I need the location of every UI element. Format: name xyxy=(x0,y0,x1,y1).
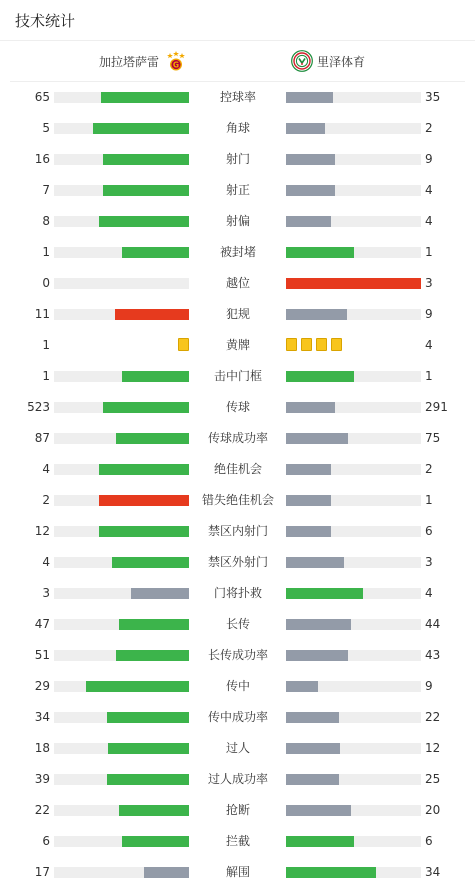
home-bar-track xyxy=(54,774,189,785)
away-bar-fill xyxy=(286,557,344,568)
stat-label: 越位 xyxy=(225,276,250,290)
away-value: 35 xyxy=(425,90,441,104)
away-value: 34 xyxy=(425,865,441,879)
home-bar-fill xyxy=(103,154,189,165)
away-value: 43 xyxy=(425,648,441,662)
stat-label: 射偏 xyxy=(225,214,250,228)
away-bar-fill xyxy=(286,681,318,692)
away-value: 1 xyxy=(425,493,433,507)
home-value: 4 xyxy=(42,462,50,476)
away-bar-fill xyxy=(286,433,348,444)
home-bar-track xyxy=(54,557,189,568)
home-bar-fill xyxy=(107,712,189,723)
away-bar-fill xyxy=(286,588,363,599)
home-bar-track xyxy=(54,588,189,599)
home-bar-fill xyxy=(103,185,189,196)
stat-row xyxy=(0,82,475,113)
away-team[interactable] xyxy=(291,50,365,72)
away-value: 6 xyxy=(425,524,433,538)
away-bar-fill xyxy=(286,123,325,134)
away-bar-track xyxy=(286,185,421,196)
home-bar-fill xyxy=(122,371,190,382)
away-bar-track xyxy=(286,495,421,506)
away-value: 1 xyxy=(425,369,433,383)
away-value: 9 xyxy=(425,307,433,321)
away-bar-fill xyxy=(286,526,331,537)
away-bar-fill xyxy=(286,805,351,816)
home-value: 1 xyxy=(42,245,50,259)
away-bar-fill xyxy=(286,743,340,754)
away-bar-track xyxy=(286,309,421,320)
home-bar-track xyxy=(54,836,189,847)
away-bar-track xyxy=(286,619,421,630)
away-bar-fill xyxy=(286,650,348,661)
stat-row xyxy=(0,733,475,764)
stat-label: 传球 xyxy=(225,400,250,414)
away-yellow-cards xyxy=(286,338,342,351)
stat-row xyxy=(0,237,475,268)
away-bar-fill xyxy=(286,247,354,258)
stat-label: 传中成功率 xyxy=(207,710,268,724)
stats-list xyxy=(0,82,475,888)
stat-row xyxy=(0,702,475,733)
away-value: 25 xyxy=(425,772,441,786)
home-value: 87 xyxy=(34,431,50,445)
away-value: 4 xyxy=(425,214,433,228)
home-bar-fill xyxy=(103,402,189,413)
away-bar-fill xyxy=(286,712,339,723)
stat-row xyxy=(0,671,475,702)
home-bar-fill xyxy=(99,526,189,537)
away-bar-track xyxy=(286,650,421,661)
stat-row xyxy=(0,392,475,423)
stat-label: 射门 xyxy=(225,152,250,166)
home-value: 11 xyxy=(34,307,50,321)
stat-label: 被封堵 xyxy=(219,245,256,259)
away-bar-fill xyxy=(286,185,335,196)
home-value: 12 xyxy=(34,524,50,538)
home-bar-fill xyxy=(99,495,189,506)
stat-label: 拦截 xyxy=(225,834,250,848)
home-yellow-cards xyxy=(178,338,189,351)
page-header xyxy=(0,0,475,41)
home-bar-track xyxy=(54,154,189,165)
stat-row xyxy=(0,485,475,516)
stat-row xyxy=(0,175,475,206)
home-bar-fill xyxy=(93,123,189,134)
away-value: 44 xyxy=(425,617,441,631)
home-bar-fill xyxy=(107,774,189,785)
stat-label: 解围 xyxy=(225,865,250,879)
stat-row xyxy=(0,826,475,857)
home-bar-track xyxy=(54,495,189,506)
away-value: 1 xyxy=(425,245,433,259)
stat-label: 传中 xyxy=(225,679,250,693)
home-bar-track xyxy=(54,743,189,754)
home-bar-track xyxy=(54,402,189,413)
away-bar-track xyxy=(286,836,421,847)
home-bar-track xyxy=(54,712,189,723)
home-bar-track xyxy=(54,278,189,289)
home-value: 8 xyxy=(42,214,50,228)
away-value: 6 xyxy=(425,834,433,848)
stat-row xyxy=(0,330,475,361)
away-bar-fill xyxy=(286,402,335,413)
home-bar-track xyxy=(54,619,189,630)
home-bar-track xyxy=(54,805,189,816)
away-value: 22 xyxy=(425,710,441,724)
away-bar-fill xyxy=(286,154,335,165)
home-value: 4 xyxy=(42,555,50,569)
stat-label: 长传 xyxy=(225,617,250,631)
galatasaray-crest-icon xyxy=(165,50,187,72)
home-value: 3 xyxy=(42,586,50,600)
home-value: 47 xyxy=(34,617,50,631)
away-bar-track xyxy=(286,278,421,289)
away-value: 2 xyxy=(425,462,433,476)
home-value: 5 xyxy=(42,121,50,135)
away-bar-fill xyxy=(286,278,421,289)
home-bar-track xyxy=(54,681,189,692)
stat-row xyxy=(0,609,475,640)
stat-row xyxy=(0,640,475,671)
away-value: 20 xyxy=(425,803,441,817)
stat-label: 禁区外射门 xyxy=(207,555,268,569)
stat-row xyxy=(0,547,475,578)
away-bar-track xyxy=(286,867,421,878)
home-bar-track xyxy=(54,309,189,320)
away-bar-track xyxy=(286,371,421,382)
away-bar-track xyxy=(286,526,421,537)
stat-label: 射正 xyxy=(225,183,250,197)
stat-row xyxy=(0,795,475,826)
home-bar-fill xyxy=(122,836,190,847)
stat-label: 门将扑救 xyxy=(213,586,262,600)
stat-label: 错失绝佳机会 xyxy=(201,493,274,507)
away-bar-track xyxy=(286,216,421,227)
home-bar-fill xyxy=(115,309,189,320)
home-bar-track xyxy=(54,185,189,196)
away-bar-fill xyxy=(286,371,354,382)
yellow-card-icon xyxy=(286,338,297,351)
stat-label: 抢断 xyxy=(225,803,250,817)
stat-row xyxy=(0,857,475,888)
yellow-card-icon xyxy=(316,338,327,351)
home-value: 0 xyxy=(42,276,50,290)
stat-label: 控球率 xyxy=(219,90,256,104)
away-value: 291 xyxy=(425,400,448,414)
home-value: 523 xyxy=(27,400,50,414)
home-bar-fill xyxy=(122,247,190,258)
home-value: 17 xyxy=(34,865,50,879)
yellow-card-icon xyxy=(301,338,312,351)
away-value: 4 xyxy=(425,183,433,197)
home-bar-fill xyxy=(99,464,189,475)
away-bar-fill xyxy=(286,92,333,103)
home-bar-fill xyxy=(119,619,189,630)
stat-row xyxy=(0,516,475,547)
away-value: 4 xyxy=(425,586,433,600)
away-bar-track xyxy=(286,92,421,103)
away-value: 3 xyxy=(425,555,433,569)
stat-label: 传球成功率 xyxy=(207,431,268,445)
away-bar-fill xyxy=(286,309,347,320)
home-bar-track xyxy=(54,371,189,382)
home-value: 51 xyxy=(34,648,50,662)
stat-row xyxy=(0,454,475,485)
stat-row xyxy=(0,206,475,237)
away-bar-track xyxy=(286,805,421,816)
stat-row xyxy=(0,144,475,175)
away-bar-track xyxy=(286,464,421,475)
yellow-card-icon xyxy=(178,338,189,351)
away-bar-track xyxy=(286,774,421,785)
home-bar-fill xyxy=(116,650,189,661)
away-value: 9 xyxy=(425,152,433,166)
home-value: 16 xyxy=(34,152,50,166)
away-bar-track xyxy=(286,247,421,258)
away-value: 9 xyxy=(425,679,433,693)
away-bar-track xyxy=(286,712,421,723)
away-value: 3 xyxy=(425,276,433,290)
home-bar-fill xyxy=(131,588,189,599)
stat-row xyxy=(0,764,475,795)
stat-label: 绝佳机会 xyxy=(213,462,262,476)
stat-row xyxy=(0,113,475,144)
home-bar-fill xyxy=(108,743,189,754)
away-value: 2 xyxy=(425,121,433,135)
home-bar-track xyxy=(54,464,189,475)
home-bar-track xyxy=(54,216,189,227)
stat-row xyxy=(0,268,475,299)
stat-label: 黄牌 xyxy=(225,338,250,352)
away-bar-fill xyxy=(286,836,354,847)
stat-label: 击中门框 xyxy=(213,369,262,383)
away-value: 75 xyxy=(425,431,441,445)
away-bar-track xyxy=(286,681,421,692)
home-bar-fill xyxy=(86,681,189,692)
home-bar-track xyxy=(54,123,189,134)
away-bar-track xyxy=(286,433,421,444)
away-bar-fill xyxy=(286,774,339,785)
stat-row xyxy=(0,578,475,609)
yellow-card-icon xyxy=(331,338,342,351)
stat-row xyxy=(0,361,475,392)
away-bar-fill xyxy=(286,464,331,475)
away-team-name: 里泽体育 xyxy=(317,54,366,69)
stat-label: 犯规 xyxy=(225,307,250,321)
home-team[interactable] xyxy=(10,50,187,72)
home-bar-fill xyxy=(99,216,189,227)
home-team-name: 加拉塔萨雷 xyxy=(98,54,159,69)
home-bar-fill xyxy=(119,805,189,816)
stat-label: 禁区内射门 xyxy=(207,524,268,538)
away-bar-fill xyxy=(286,495,331,506)
away-bar-track xyxy=(286,123,421,134)
away-value: 12 xyxy=(425,741,441,755)
home-bar-track xyxy=(54,92,189,103)
home-value: 39 xyxy=(34,772,50,786)
home-value: 18 xyxy=(34,741,50,755)
page-title: 技术统计 xyxy=(15,11,76,30)
home-bar-track xyxy=(54,526,189,537)
stat-label: 过人 xyxy=(225,741,250,755)
stat-row xyxy=(0,299,475,330)
home-bar-track xyxy=(54,650,189,661)
home-bar-track xyxy=(54,247,189,258)
away-bar-track xyxy=(286,154,421,165)
away-bar-fill xyxy=(286,619,351,630)
svg-text:G: G xyxy=(172,60,180,70)
home-value: 1 xyxy=(42,338,50,352)
away-value: 4 xyxy=(425,338,433,352)
away-bar-track xyxy=(286,402,421,413)
stat-label: 长传成功率 xyxy=(207,648,268,662)
teams-header xyxy=(10,41,465,82)
home-value: 7 xyxy=(42,183,50,197)
home-value: 6 xyxy=(42,834,50,848)
home-bar-fill xyxy=(116,433,189,444)
home-value: 2 xyxy=(42,493,50,507)
home-bar-fill xyxy=(112,557,189,568)
away-bar-track xyxy=(286,743,421,754)
away-bar-track xyxy=(286,588,421,599)
home-bar-track xyxy=(54,433,189,444)
home-value: 29 xyxy=(34,679,50,693)
home-value: 22 xyxy=(34,803,50,817)
away-bar-track xyxy=(286,557,421,568)
home-bar-fill xyxy=(144,867,189,878)
home-value: 1 xyxy=(42,369,50,383)
home-bar-fill xyxy=(101,92,189,103)
home-bar-track xyxy=(54,867,189,878)
home-value: 65 xyxy=(34,90,50,104)
away-bar-fill xyxy=(286,216,331,227)
stat-label: 角球 xyxy=(225,121,250,135)
stat-label: 过人成功率 xyxy=(207,772,268,786)
away-bar-fill xyxy=(286,867,376,878)
stat-row xyxy=(0,423,475,454)
home-value: 34 xyxy=(34,710,50,724)
rizespor-crest-icon xyxy=(291,50,313,72)
